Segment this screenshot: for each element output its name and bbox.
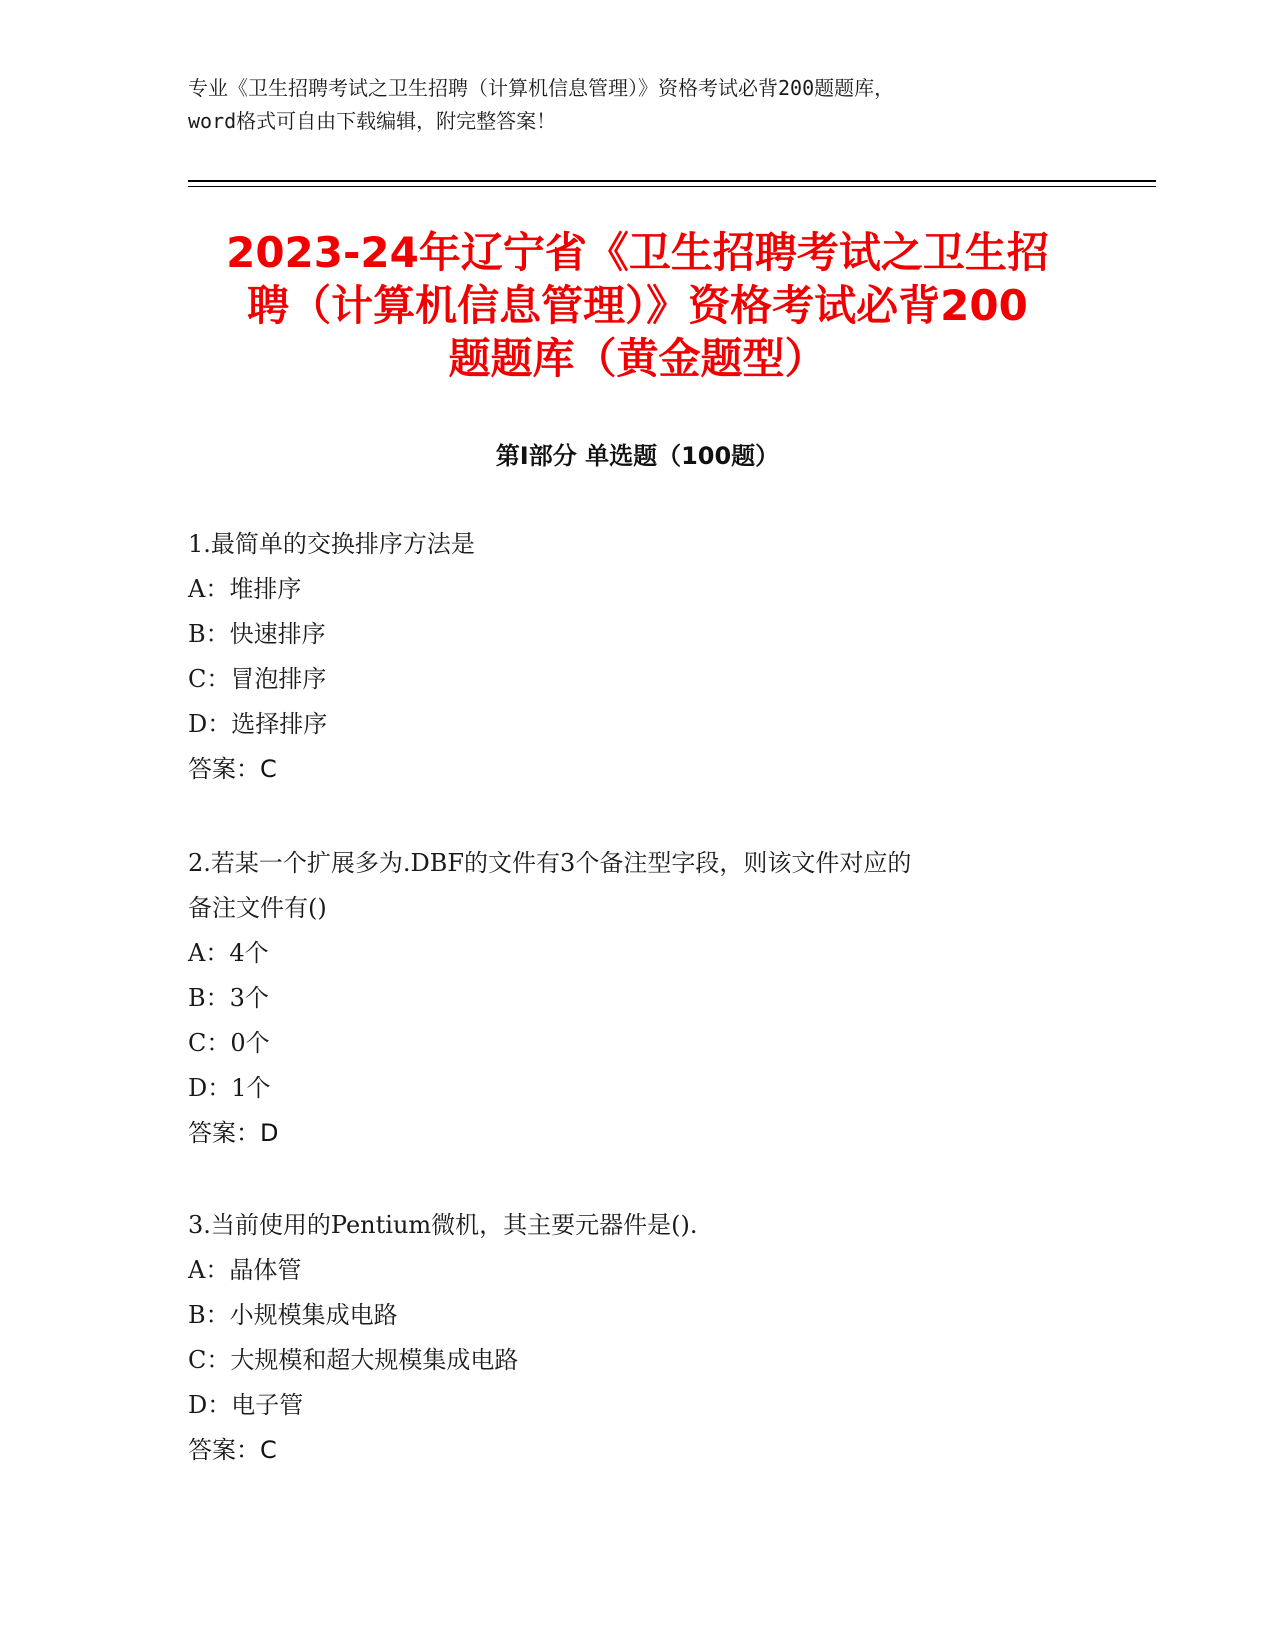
header-divider-top [188, 180, 1156, 182]
document-title-line-2: 聘（计算机信息管理）》资格考试必背200 [247, 281, 1028, 330]
question-stem: 3.当前使用的Pentium微机，其主要元器件是(). [188, 1211, 698, 1239]
option-a: A：晶体管 [188, 1256, 302, 1284]
option-d: D：1个 [188, 1074, 271, 1102]
question-stem: 1.最简单的交换排序方法是 [188, 530, 475, 558]
question-2 [188, 841, 1068, 1156]
header-divider-bottom [188, 186, 1156, 187]
document-title-line-3: 题题库（黄金题型） [448, 334, 827, 383]
option-a: A：4个 [188, 939, 269, 967]
section-heading: 第Ⅰ部分 单选题（100题） [495, 442, 780, 470]
document-title [150, 226, 1125, 385]
option-b: B：快速排序 [188, 620, 326, 648]
option-b: B：小规模集成电路 [188, 1301, 398, 1329]
question-3 [188, 1203, 1068, 1473]
option-a: A：堆排序 [188, 575, 302, 603]
option-c: C：大规模和超大规模集成电路 [188, 1346, 519, 1374]
question-stem-line-1: 2.若某一个扩展多为.DBF的文件有3个备注型字段，则该文件对应的 [188, 849, 912, 877]
header-note [188, 72, 1088, 138]
option-c: C：冒泡排序 [188, 665, 327, 693]
header-note-line-1: 专业《卫生招聘考试之卫生招聘（计算机信息管理）》资格考试必背200题题库， [188, 76, 895, 100]
option-b: B：3个 [188, 984, 269, 1012]
option-d: D：电子管 [188, 1391, 304, 1419]
option-c: C：0个 [188, 1029, 270, 1057]
question-1 [188, 522, 1068, 792]
option-d: D：选择排序 [188, 710, 328, 738]
answer-line: 答案：C [188, 755, 277, 783]
question-stem-line-2: 备注文件有() [188, 894, 327, 922]
answer-line: 答案：C [188, 1436, 277, 1464]
answer-line: 答案：D [188, 1119, 279, 1147]
document-title-line-1: 2023-24年辽宁省《卫生招聘考试之卫生招 [226, 228, 1049, 277]
header-note-line-2: word格式可自由下载编辑，附完整答案！ [188, 109, 557, 133]
